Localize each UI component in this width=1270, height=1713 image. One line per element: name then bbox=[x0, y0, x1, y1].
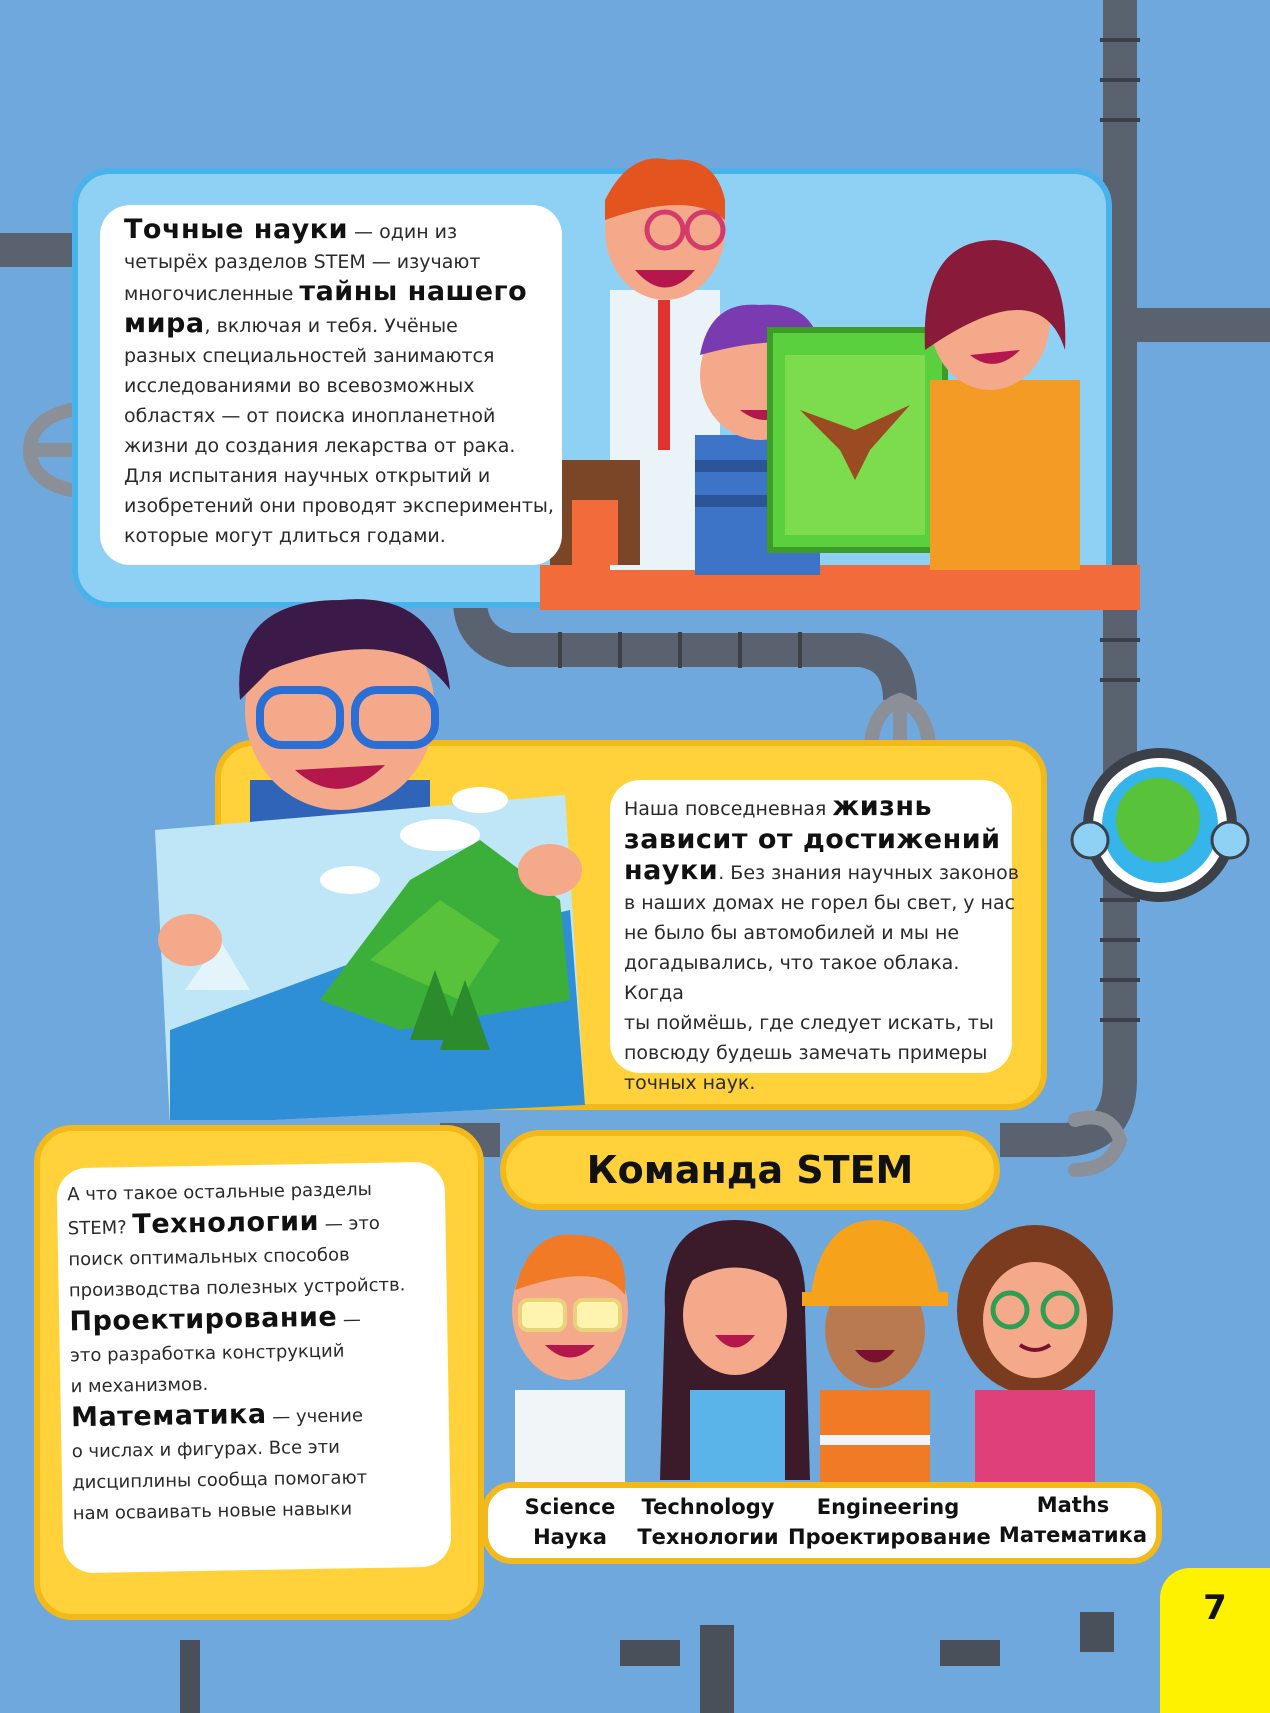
technology-label bbox=[633, 1492, 783, 1552]
disc-line-6: это разработка конструкций bbox=[69, 1340, 345, 1367]
intro-line-3-bold: тайны нашего bbox=[299, 276, 528, 307]
engineering-label-ru: Проектирование bbox=[788, 1525, 991, 1549]
maths-label bbox=[998, 1490, 1148, 1550]
man-with-poster-illustration bbox=[150, 580, 590, 1120]
intro-text bbox=[124, 215, 564, 551]
technology-label-en: Technology bbox=[641, 1495, 775, 1519]
intro-line-4-rest: , включая и тебя. Учёные bbox=[204, 315, 458, 337]
disc-line-4: производства полезных устройств. bbox=[68, 1274, 406, 1302]
engineering-term: Проектирование bbox=[69, 1301, 338, 1338]
intro-line-1 bbox=[124, 215, 564, 247]
page-number-tab bbox=[1160, 1568, 1270, 1713]
disc-line-10: дисциплины сообща помогают bbox=[72, 1467, 368, 1494]
intro-line-5: разных специальностей занимаются bbox=[124, 345, 495, 367]
maths-label-en: Maths bbox=[1036, 1493, 1110, 1517]
page-number: 7 bbox=[1203, 1588, 1227, 1628]
technology-label-ru: Технологии bbox=[637, 1525, 779, 1549]
intro-line-8: жизни до создания лекарства от рака. bbox=[124, 435, 516, 457]
disc-line-1: А что такое остальные разделы bbox=[67, 1179, 373, 1206]
maths-character bbox=[957, 1225, 1113, 1490]
intro-line-4-bold: мира bbox=[124, 308, 205, 339]
page-title: Команда STEM bbox=[586, 1148, 914, 1192]
life-line-8: повсюду будешь замечать примеры bbox=[624, 1042, 988, 1064]
scientists-lab-illustration bbox=[540, 130, 1140, 610]
life-line-3-rest: . Без знания научных законов bbox=[718, 862, 1019, 884]
disc-line-7: и механизмов. bbox=[70, 1373, 209, 1398]
science-label bbox=[510, 1492, 630, 1552]
intro-line-11: которые могут длиться годами. bbox=[124, 525, 446, 547]
disciplines-text bbox=[67, 1173, 453, 1530]
life-line-7: ты поймёшь, где следует искать, ты bbox=[624, 1012, 994, 1034]
intro-line-3-pre: многочисленные bbox=[124, 283, 300, 305]
exact-sciences-heading: Точные науки bbox=[124, 214, 349, 245]
science-character bbox=[512, 1235, 628, 1490]
maths-label-ru: Математика bbox=[998, 1523, 1148, 1547]
intro-line-1-rest: — один из bbox=[348, 221, 458, 243]
life-line-1-bold: жизнь bbox=[832, 791, 933, 822]
disc-line-5-rest: — bbox=[337, 1309, 362, 1331]
disc-line-2-pre: STEM? bbox=[67, 1217, 133, 1240]
stem-team-illustration bbox=[490, 1220, 1150, 1490]
science-label-en: Science bbox=[524, 1495, 616, 1519]
life-line-3 bbox=[624, 856, 1024, 888]
life-line-9: точных наук. bbox=[624, 1072, 756, 1094]
intro-line-10: изобретений они проводят эксперименты, bbox=[124, 495, 554, 517]
engineering-character bbox=[802, 1220, 948, 1490]
engineering-label-en: Engineering bbox=[816, 1495, 960, 1519]
maths-term: Математика bbox=[70, 1398, 267, 1434]
disc-line-3: поиск оптимальных способов bbox=[68, 1244, 350, 1271]
engineering-label bbox=[788, 1492, 991, 1552]
intro-line-7: областях — от поиска инопланетной bbox=[124, 405, 496, 427]
intro-line-4 bbox=[124, 309, 564, 341]
life-line-4: в наших домах не горел бы свет, у нас bbox=[624, 892, 1016, 914]
life-line-5: не было бы автомобилей и мы не bbox=[624, 922, 960, 944]
disc-line-2-rest: — это bbox=[318, 1212, 381, 1235]
life-line-1 bbox=[624, 792, 1024, 824]
intro-line-6: исследованиями во всевозможных bbox=[124, 375, 475, 397]
disc-line-11: нам осваивать новые навыки bbox=[72, 1498, 353, 1525]
team-labels-bar bbox=[482, 1482, 1162, 1564]
technology-character bbox=[660, 1220, 810, 1490]
technologies-term: Технологии bbox=[132, 1205, 320, 1241]
intro-line-9: Для испытания научных открытий и bbox=[124, 465, 491, 487]
title-bar bbox=[500, 1130, 1000, 1210]
life-text bbox=[624, 792, 1024, 1098]
life-line-3-bold: науки bbox=[624, 855, 719, 886]
science-label-ru: Наука bbox=[533, 1525, 607, 1549]
intro-line-2: четырёх разделов STEM — изучают bbox=[124, 251, 481, 273]
life-line-2-bold: зависит от достижений bbox=[624, 824, 1001, 855]
disc-line-8-rest: — учение bbox=[266, 1405, 364, 1428]
life-line-6: догадывались, что такое облака. Когда bbox=[624, 952, 960, 1004]
intro-line-3 bbox=[124, 277, 564, 309]
disc-line-9: о числах и фигурах. Все эти bbox=[71, 1436, 341, 1463]
life-line-1-pre: Наша повседневная bbox=[624, 798, 833, 820]
